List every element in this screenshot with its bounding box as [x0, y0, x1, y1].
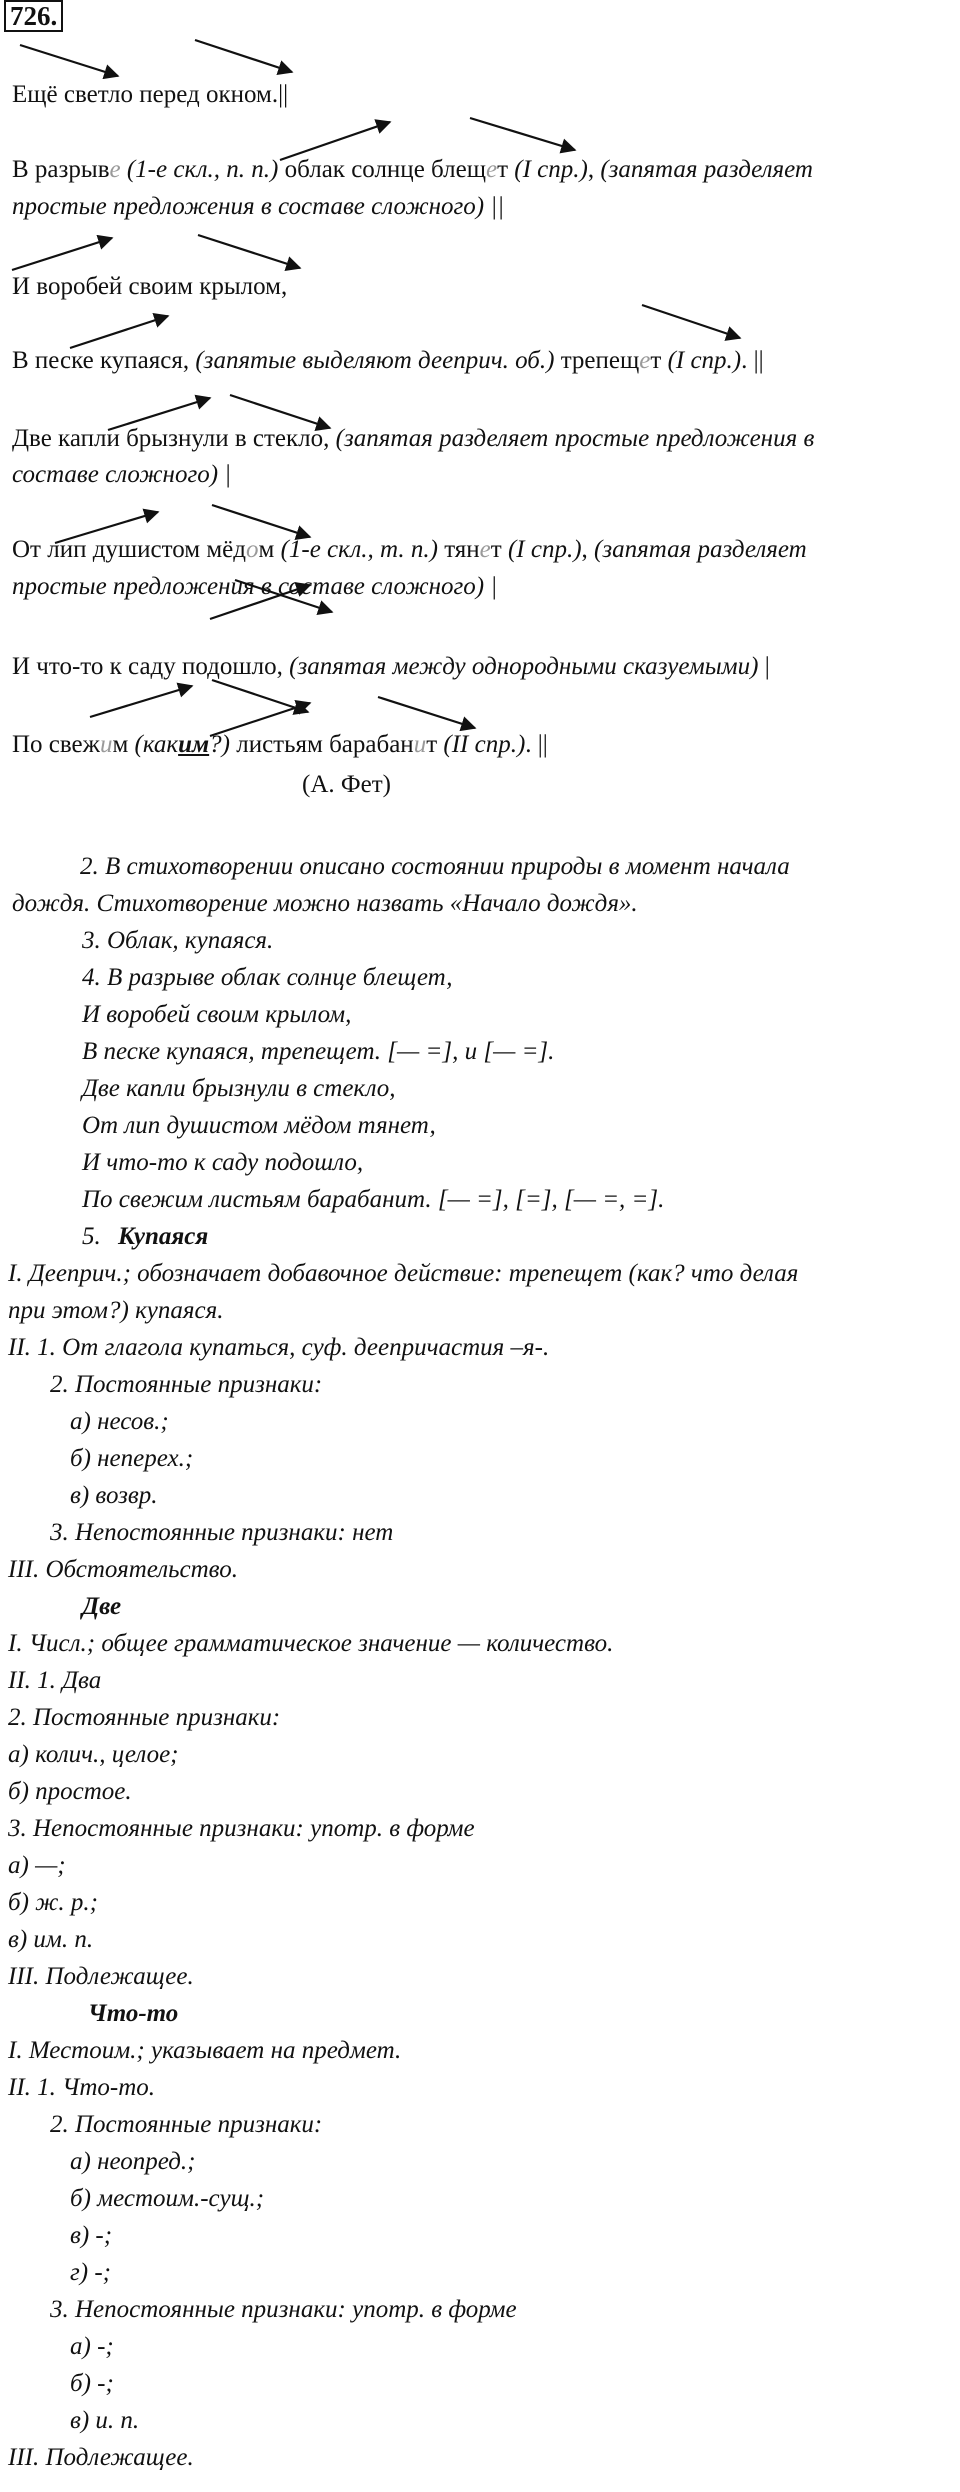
arrow-12 [212, 505, 310, 537]
poem-segment: (как [134, 731, 179, 758]
answer-line: б) -; [70, 2370, 114, 2397]
answer-line: а) несов.; [70, 1408, 169, 1435]
poem-line [12, 535, 807, 565]
answer-line: а) -; [70, 2333, 114, 2360]
poem-segment: е [109, 156, 121, 183]
poem-segment: Две капли брызнули в стекло, [12, 425, 336, 452]
answer-line: а) —; [8, 1852, 66, 1879]
poem-segment: От лип душистом мёд [12, 536, 246, 563]
answer-line: а) неопред.; [70, 2148, 196, 2175]
poem-segment: Ещё светло перед окном.|| [12, 81, 289, 108]
poem-segment: (запятые выделяют дееприч. об.) [195, 347, 555, 374]
word-heading: Две [82, 1593, 122, 1620]
poem-segment: . || [525, 731, 548, 758]
poem-segment: . || [741, 347, 764, 374]
answer-line: 2. Постоянные признаки: [50, 2111, 323, 2138]
poem-segment: облак солнце блещ [278, 156, 486, 183]
answer-line: в) им. п. [8, 1926, 94, 1953]
poem-segment: | [758, 653, 770, 680]
answer-line: III. Обстоятельство. [8, 1556, 238, 1583]
answer-line: II. 1. Что-то. [8, 2074, 156, 2101]
answer-line: I. Числ.; общее грамматическое значение — количество. [8, 1630, 614, 1657]
answer-line: По свежим листьям барабанит. [— =], [=], [— =, =]. [82, 1186, 665, 1213]
arrow-8 [642, 305, 740, 338]
answer-line: б) простое. [8, 1778, 132, 1805]
answer-line: I. Дееприч.; обозначает добавочное действие: трепещет (как? что делая [8, 1260, 799, 1287]
poem-segment: И что-то к саду подошло, [12, 653, 290, 680]
poem-line [12, 155, 813, 185]
poem-segment: (I спр.) [514, 156, 588, 183]
answer-line: 3. Непостоянные признаки: употр. в форме [50, 2296, 517, 2323]
answer-line: И что-то к саду подошло, [82, 1149, 364, 1176]
poem-segment: простые предложения в составе сложного) | [12, 573, 498, 600]
answer-line: 3. Непостоянные признаки: употр. в форме [8, 1815, 475, 1842]
word-heading: Купаяся [118, 1223, 209, 1250]
answer-line: в) и. п. [70, 2407, 140, 2434]
poem-segment: По свеж [12, 731, 100, 758]
poem-segment: е [485, 156, 498, 183]
answer-line: III. Подлежащее. [8, 2444, 194, 2471]
poem-line [12, 192, 504, 222]
poem-line [12, 80, 288, 110]
poem-segment: составе сложного) | [12, 461, 232, 488]
answer-line: 3. Непостоянные признаки: нет [50, 1519, 394, 1546]
answer-line: б) неперех.; [70, 1445, 194, 1472]
intonation-arrows [0, 0, 960, 820]
poem-line [12, 272, 287, 302]
poem-segment: о [245, 536, 259, 563]
poem-segment: (1-е скл., т. п.) [280, 536, 438, 563]
answer-line: II. 1. Два [8, 1667, 102, 1694]
poem-line [12, 730, 548, 760]
arrow-18 [378, 697, 475, 728]
poem-segment: т [497, 156, 515, 183]
poem-segment: листьям барабан [229, 731, 414, 758]
answer-line: а) колич., целое; [8, 1741, 179, 1768]
poem-segment: и [413, 731, 427, 758]
answer-line: II. 1. От глагола купаться, суф. деепричастия –я-. [8, 1334, 550, 1361]
task-number: 726. [4, 0, 63, 32]
answer-line: в) возвр. [70, 1482, 158, 1509]
poem-segment: т [490, 536, 508, 563]
poem-segment: е [639, 347, 651, 374]
answer-line: 5. [82, 1223, 101, 1250]
poem-segment: (II спр.) [443, 731, 526, 758]
poem-segment: (1-е скл., п. п.) [120, 156, 279, 183]
poem-segment: м [258, 536, 281, 563]
answer-line: III. Подлежащее. [8, 1963, 194, 1990]
arrow-7 [70, 316, 168, 348]
poem-segment: (запятая разделяет простые предложения в [335, 425, 815, 452]
poem-author: (А. Фет) [302, 771, 391, 798]
poem-segment: , [587, 156, 601, 183]
arrow-5 [12, 238, 112, 270]
poem-segment: тян [437, 536, 480, 563]
poem-segment: В разрыв [12, 156, 110, 183]
poem-line [12, 460, 231, 490]
arrow-4 [470, 118, 575, 150]
arrow-6 [198, 235, 300, 268]
poem-segment: И воробей своим крылом, [12, 273, 288, 300]
answer-line: при этом?) купаяся. [8, 1297, 224, 1324]
answer-line: г) -; [70, 2259, 111, 2286]
poem-segment: , [581, 536, 595, 563]
poem-line [12, 652, 770, 682]
poem-segment: им [178, 731, 210, 758]
answer-line: В песке купаяся, трепещет. [— =], и [— =]. [82, 1038, 555, 1065]
answer-line: 2. Постоянные признаки: [50, 1371, 323, 1398]
answer-line: 2. Постоянные признаки: [8, 1704, 281, 1731]
answer-line: И воробей своим крылом, [82, 1001, 352, 1028]
poem-segment: т [426, 731, 444, 758]
answer-line: в) -; [70, 2222, 113, 2249]
word-heading: Что-то [88, 2000, 179, 2027]
poem-line [12, 346, 764, 376]
answer-line: I. Местоим.; указывает на предмет. [8, 2037, 402, 2064]
poem-segment: В песке купаяся, [12, 347, 196, 374]
answer-line: б) местоим.-сущ.; [70, 2185, 265, 2212]
poem-segment: (запятая разделяет [594, 536, 807, 563]
poem-segment: и [99, 731, 113, 758]
answer-line: 3. Облак, купаяся. [82, 927, 274, 954]
poem-segment: (I спр.) [507, 536, 582, 563]
answer-line: От лип душистом мёдом тянет, [82, 1112, 436, 1139]
answer-line: 4. В разрыве облак солнце блещет, [82, 964, 453, 991]
answer-line: б) ж. р.; [8, 1889, 98, 1916]
poem-segment: (запятая между однородными сказуемыми) [289, 653, 759, 680]
poem-segment: трепещ [554, 347, 640, 374]
poem-segment: (I спр.) [667, 347, 742, 374]
arrow-16 [212, 680, 308, 712]
answer-line: дождя. Стихотворение можно назвать «Начало дождя». [12, 890, 638, 917]
answer-line: 2. В стихотворении описано состоянии природы в момент начала [80, 853, 790, 880]
arrow-2 [195, 40, 292, 72]
answer-line: Две капли брызнули в стекло, [82, 1075, 396, 1102]
poem-segment: ?) [209, 731, 230, 758]
poem-segment: т [650, 347, 668, 374]
arrow-15 [90, 686, 192, 717]
poem-segment: простые предложения в составе сложного) || [12, 193, 505, 220]
arrow-1 [20, 45, 118, 76]
poem-line [12, 572, 497, 602]
poem-segment: (запятая разделяет [600, 156, 813, 183]
poem-line [12, 424, 814, 454]
poem-segment: е [479, 536, 491, 563]
poem-segment: м [112, 731, 135, 758]
